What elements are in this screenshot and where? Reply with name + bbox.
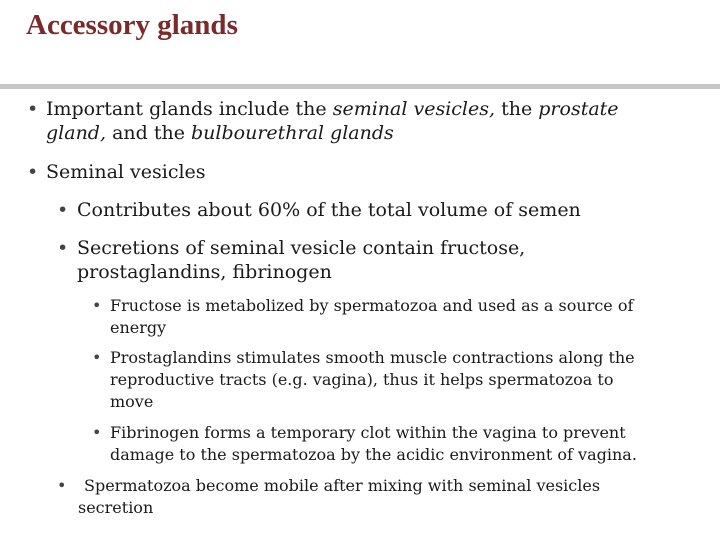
bullet-marker: • bbox=[57, 237, 69, 259]
bullet-marker: • bbox=[92, 348, 102, 367]
bullet-text-line-1: Secretions of seminal vesicle contain fructose, bbox=[77, 237, 526, 259]
bullet-text-line-2: energy bbox=[110, 318, 167, 337]
bullet-text-line-2: secretion bbox=[78, 498, 154, 517]
bullet-text: Contributes about 60% of the total volume of semen bbox=[77, 199, 581, 221]
bullet-marker: • bbox=[57, 476, 67, 495]
bullet-marker: • bbox=[57, 199, 69, 221]
title-divider bbox=[0, 84, 720, 89]
slide-title: Accessory glands bbox=[26, 9, 238, 41]
bullet-text-line-2: prostaglandins, fibrinogen bbox=[77, 261, 332, 283]
bullet-marker: • bbox=[92, 423, 102, 442]
bullet-text-line-1: Spermatozoa become mobile after mixing with seminal vesicles bbox=[84, 476, 601, 495]
bullet-marker: • bbox=[27, 161, 39, 183]
bullet-text-line-3: move bbox=[110, 392, 154, 411]
bullet-text-line-2: damage to the spermatozoa by the acidic environment of vagina. bbox=[110, 445, 637, 464]
bullet-text-line-1: Prostaglandins stimulates smooth muscle contractions along the bbox=[110, 348, 635, 367]
bullet-text-line-2: gland, and the bulbourethral glands bbox=[46, 122, 394, 144]
bullet-text-line-2: reproductive tracts (e.g. vagina), thus it helps spermatozoa to bbox=[110, 370, 614, 389]
bullet-text-line-1: Fructose is metabolized by spermatozoa and used as a source of bbox=[110, 296, 634, 315]
bullet-text-line-1: Fibrinogen forms a temporary clot within the vagina to prevent bbox=[110, 423, 626, 442]
bullet-text-line-1: Important glands include the seminal vesicles, the prostate bbox=[46, 98, 619, 120]
bullet-marker: • bbox=[92, 296, 102, 315]
bullet-marker: • bbox=[27, 98, 39, 120]
bullet-text: Seminal vesicles bbox=[46, 161, 206, 183]
